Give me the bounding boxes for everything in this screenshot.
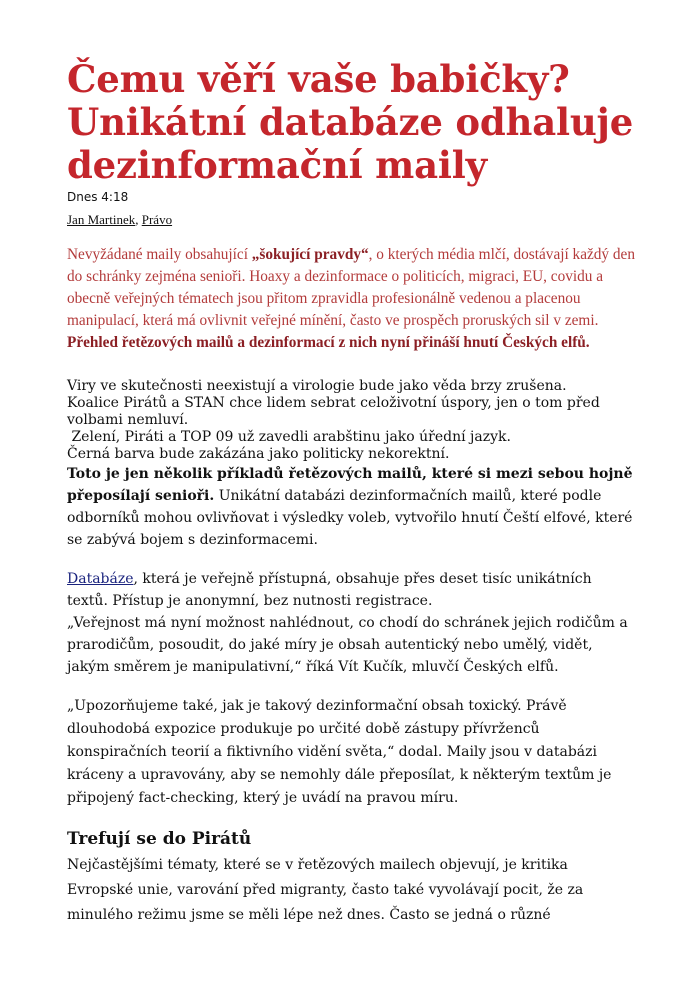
database-link[interactable]: Databáze [67, 571, 134, 587]
example-line: Viry ve skutečnosti neexistují a virologie bude jako věda brzy zrušena. [67, 378, 567, 394]
paragraph-toxic: „Upozorňujeme také, jak je takový dezinformační obsah toxický. Právě dlouhodobá expozice produkuje po určité době zástupy přívrženců konspiračních teorií a fiktivního vidění světa,“ dodal. Maily jsou v databázi kráceny a upravovány, aby se nemohly dále přeposílat, k některým textům je připojený fact-checking, který je uvádí na pravou míru. [67, 698, 612, 806]
examples-bold: Toto je jen několik příkladů řetězových mailů, které si mezi sebou hojně přeposílají senioři. [67, 466, 633, 504]
article [67, 58, 635, 928]
examples-rest: Unikátní databázi dezinformačních mailů, které podle odborníků mohou ovlivňovat i výsledky voleb, vytvořilo hnutí Čeští elfové, které se zabývá bojem s dezinformacemi. [67, 488, 633, 548]
example-line: Černá barva bude zakázána jako politicky nekorektní. [67, 446, 450, 462]
database-text: , která je veřejně přístupná, obsahuje přes deset tisíc unikátních textů. Přístup je anonymní, bez nutnosti registrace. [67, 571, 592, 609]
lead-bold-end: Přehled řetězových mailů a dezinformací z nich nyní přináší hnutí Českých elfů. [67, 334, 590, 351]
article-byline: Jan Martinek, Právo [67, 212, 173, 227]
paragraph-examples [67, 378, 635, 551]
lead-text-rest: , o kterých média mlčí, dostávají každý den do schránky zejména senioři. Hoaxy a dezinformace o politicích, migraci, EU, covidu a obecně veřejných tématech jsou přitom zpravidla profesionálně vedenou a placenou manipulací, která má ovlivnit veřejné mínění, často ve prospěch proruských sil v zemi. [67, 246, 635, 329]
section-heading: Trefují se do Pirátů [67, 829, 252, 849]
lead-bold-quote: „šokující pravdy“ [251, 246, 369, 263]
example-line: Zelení, Piráti a TOP 09 už zavedli arabštinu jako úřední jazyk. [67, 429, 511, 445]
article-title: Čemu věří vaše babičky? Unikátní databáze odhaluje dezinformační maily [67, 57, 634, 187]
paragraph-topics: Nejčastějšími tématy, které se v řetězových mailech objevují, je kritika Evropské unie, varování před migranty, často také vyvolávají pocit, že za minulého režimu jsme se měli lépe než dnes. Často se jedná o různé [67, 857, 584, 923]
spokesman-quote: „Veřejnost má nyní možnost nahlédnout, co chodí do schránek jejich rodičům a prarodičům, posoudit, do jaké míry je obsah autentický nebo umělý, vidět, jakým směrem je manipulativní,“ říká Vít Kučík, mluvčí Českých elfů. [67, 615, 628, 675]
paragraph-database [67, 568, 635, 678]
source-link[interactable]: Právo [141, 212, 173, 227]
author-link[interactable]: Jan Martinek [67, 212, 136, 227]
example-line: Koalice Pirátů a STAN chce lidem sebrat celoživotní úspory, jen o tom před volbami nemluví. [67, 395, 600, 428]
lead-text-start: Nevyžádané maily obsahující [67, 246, 252, 263]
database-intro [67, 568, 635, 612]
examples-summary [67, 463, 635, 551]
article-lead [67, 244, 635, 354]
article-date: Dnes 4:18 [67, 190, 129, 204]
